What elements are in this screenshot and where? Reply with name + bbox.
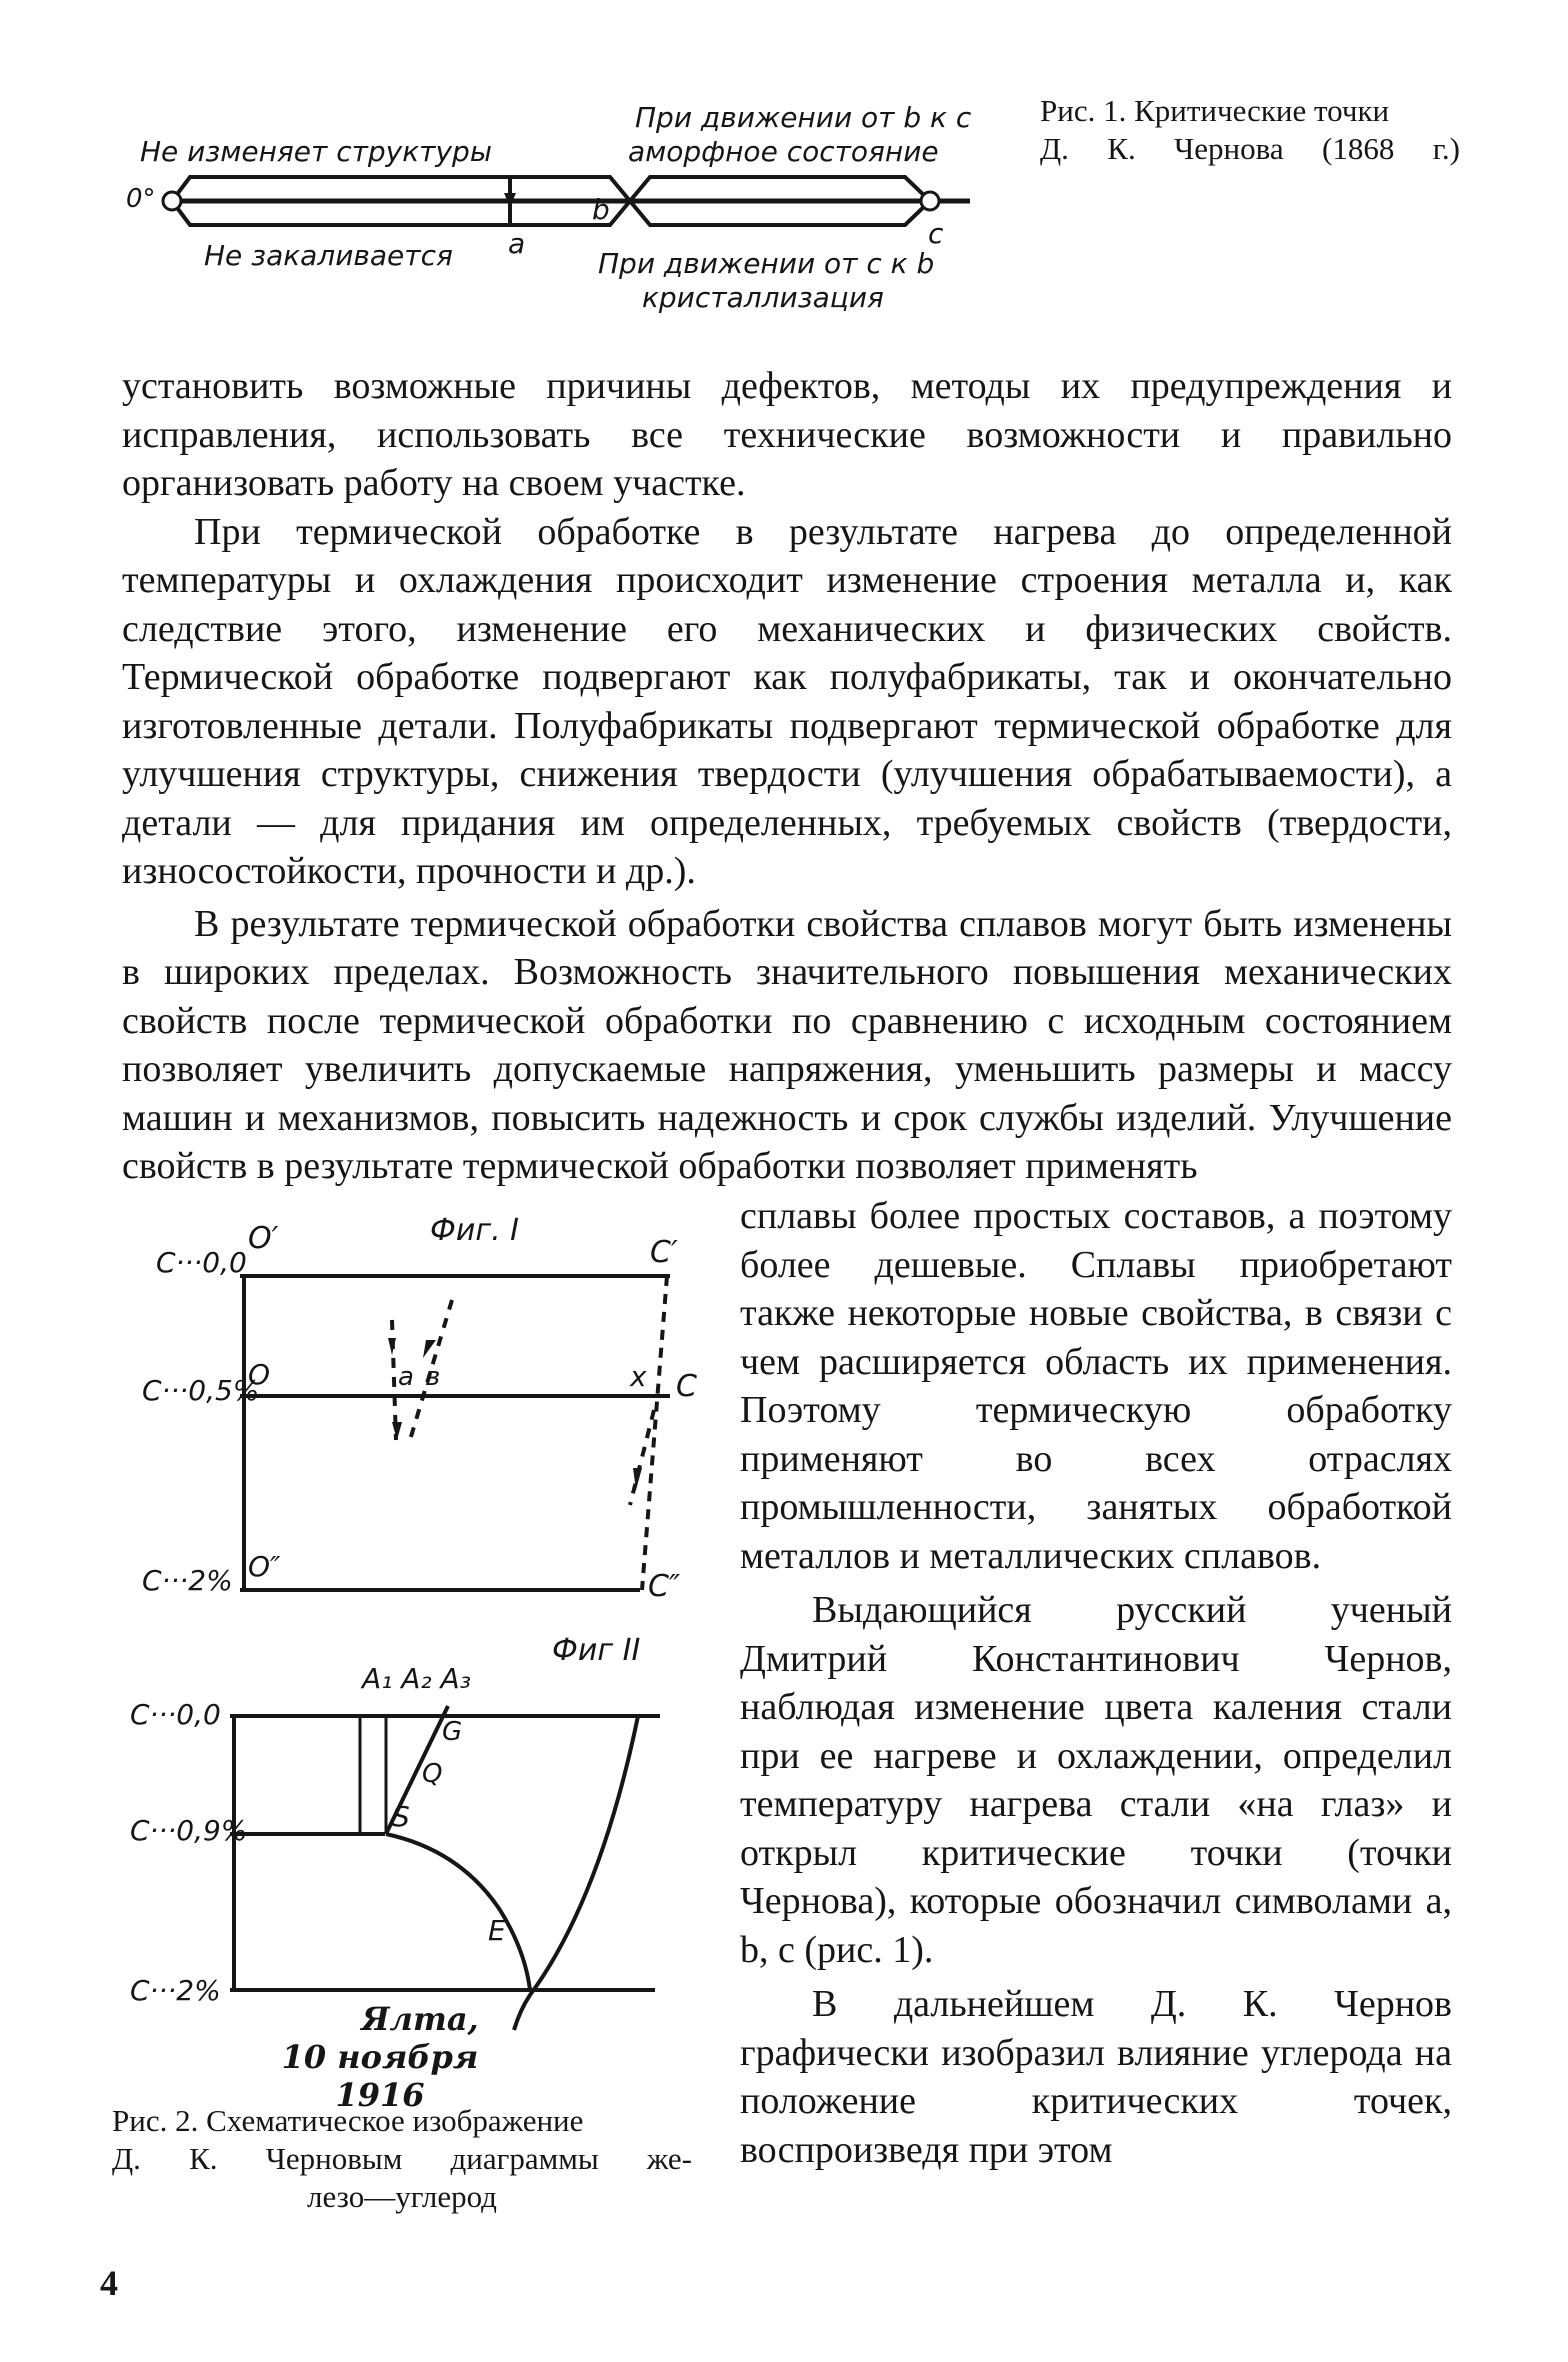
- fig2-right-dashed: [642, 1276, 667, 1590]
- fig2-fig2-title: Фиг II: [552, 1633, 641, 1668]
- fig2-point-G: G: [442, 1717, 463, 1747]
- fig2-point-E: E: [488, 1914, 506, 1947]
- fig1-top-left-label: Не изменяет структуры: [140, 135, 492, 168]
- fig1-point-b-label: b: [592, 193, 610, 226]
- fig2-point-b: в: [425, 1362, 441, 1392]
- body-text-full-width: [122, 362, 1452, 1191]
- figure-2-caption-line1: Рис. 2. Схематическое изображение: [112, 2103, 584, 2138]
- signature-line1: Ялта,: [361, 2000, 479, 2038]
- signature-line2: 10 ноября 1916: [281, 2038, 479, 2114]
- fig2-bottom-y-label-0: C···0,0: [130, 1698, 221, 1731]
- fig2-point-O2: O″: [248, 1550, 281, 1583]
- fig2-point-C1: C′: [650, 1235, 678, 1270]
- fig2-point-O1: O′: [248, 1221, 279, 1256]
- fig1-top-right-line2: аморфное состояние: [628, 135, 939, 168]
- fig2-x-dashed: [630, 1410, 654, 1505]
- fig2-point-Q: Q: [422, 1759, 443, 1789]
- paragraph-1: При термической обработке в результате нагрева до определенной температуры и охлаждения происходит изменение строения металла и, как следствие этого, изменение его механических и физических свойств. Термической обработке подвергают как полуфабрикаты, так и окончательно изготовленные детали. Полуфабрикаты подвергают термической обработке для улучшения структуры, снижения твердости (улучшения обрабатываемости), а детали — для придания им определенных, требуемых свойств (твердости, износостойкости, прочности и др.).: [122, 510, 1452, 892]
- fig2-point-S: S: [392, 1800, 410, 1833]
- signature: [240, 2000, 580, 2114]
- fig2-point-C: C: [676, 1369, 697, 1404]
- fig2-point-O: O: [248, 1358, 271, 1391]
- fig1-point-a-label: a: [508, 227, 526, 260]
- fig2-bottom-y-label-1: C···0,9%: [130, 1814, 248, 1847]
- fig2-points-A: A₁ A₂ A₃: [362, 1662, 471, 1695]
- fig2-top-y-label-0: C···0,0: [156, 1246, 247, 1279]
- body-text-right-column: [740, 1192, 1452, 2174]
- page-number: 4: [100, 2263, 118, 2303]
- fig2-point-x: x: [630, 1360, 647, 1393]
- fig2-II-right-curve: [514, 1716, 638, 2030]
- fig1-origin-point: [163, 192, 181, 210]
- figure-2-diagram: [130, 1200, 730, 2080]
- paragraph-2-continued: сплавы более простых составов, а поэтому более дешевые. Сплавы приобретают также некоторые новые свойства, в связи с чем расширяется область их применения. Поэтому термическую обработку применяют во всех отраслях промышленности, занятых обработкой металлов и металлических сплавов.: [740, 1195, 1452, 1577]
- figure-1-caption-line1: Рис. 1. Критические точки: [1040, 93, 1390, 128]
- fig2-bottom-y-label-2: C···2%: [130, 1974, 221, 2007]
- fig1-bottom-left-label: Не закаливается: [204, 239, 453, 272]
- fig2-point-a: a: [398, 1362, 414, 1392]
- fig2-fig1-title: Фиг. I: [430, 1213, 520, 1248]
- fig1-point-c-label: c: [928, 217, 944, 250]
- fig2-II-SE-curve: [386, 1834, 530, 1990]
- fig2-top-y-label-1: C···0,5%: [142, 1374, 260, 1407]
- fig1-bottom-right-line2: кристаллизация: [642, 281, 884, 314]
- figure-2-caption-line3: лезо—углерод: [307, 2179, 497, 2214]
- fig1-bottom-right-line1: При движении от с к b: [598, 247, 935, 280]
- fig2-top-y-label-2: C···2%: [142, 1564, 233, 1597]
- paragraph-3: Выдающийся русский ученый Дмитрий Константинович Чернов, наблюдая изменение цвета каления стали при ее нагреве и охлаждении, определил температуру нагрева стали «на глаз» и открыл критические точки (точки Чернова), которые обозначил символами a, b, c (рис. 1).: [740, 1589, 1452, 1971]
- fig2-point-C2: C″: [648, 1569, 681, 1604]
- figure-2-caption: [112, 2102, 692, 2216]
- fig1-origin-label: 0°: [126, 184, 156, 214]
- fig1-top-right-line1: При движении от b к с: [635, 101, 972, 134]
- fig1-point-c: [921, 192, 939, 210]
- figure-1-caption: [1040, 92, 1460, 168]
- fig2-arrow-down: [392, 1422, 402, 1440]
- paragraph-4: В дальнейшем Д. К. Чернов графически изобразил влияние углерода на положение критических точек, воспроизведя при этом: [740, 1983, 1452, 2171]
- figure-1-diagram: [120, 95, 1000, 325]
- paragraph-0: установить возможные причины дефектов, методы их предупреждения и исправления, использовать все технические возможности и правильно организовать работу на своем участке.: [122, 365, 1452, 504]
- paragraph-2: В результате термической обработки свойства сплавов могут быть изменены в широких пределах. Возможность значительного повышения механических свойств после термической обработки по сравнению с исходным состоянием позволяет увеличить допускаемые напряжения, уменьшить размеры и массу машин и механизмов, повысить надежность и срок службы изделий. Улучшение свойств в результате термической обработки позволяет применять: [122, 902, 1452, 1187]
- figure-1-caption-line2: Д. К. Чернова (1868 г.): [1040, 131, 1460, 166]
- figure-2-caption-line2: Д. К. Черновым диаграммы же-: [112, 2141, 692, 2176]
